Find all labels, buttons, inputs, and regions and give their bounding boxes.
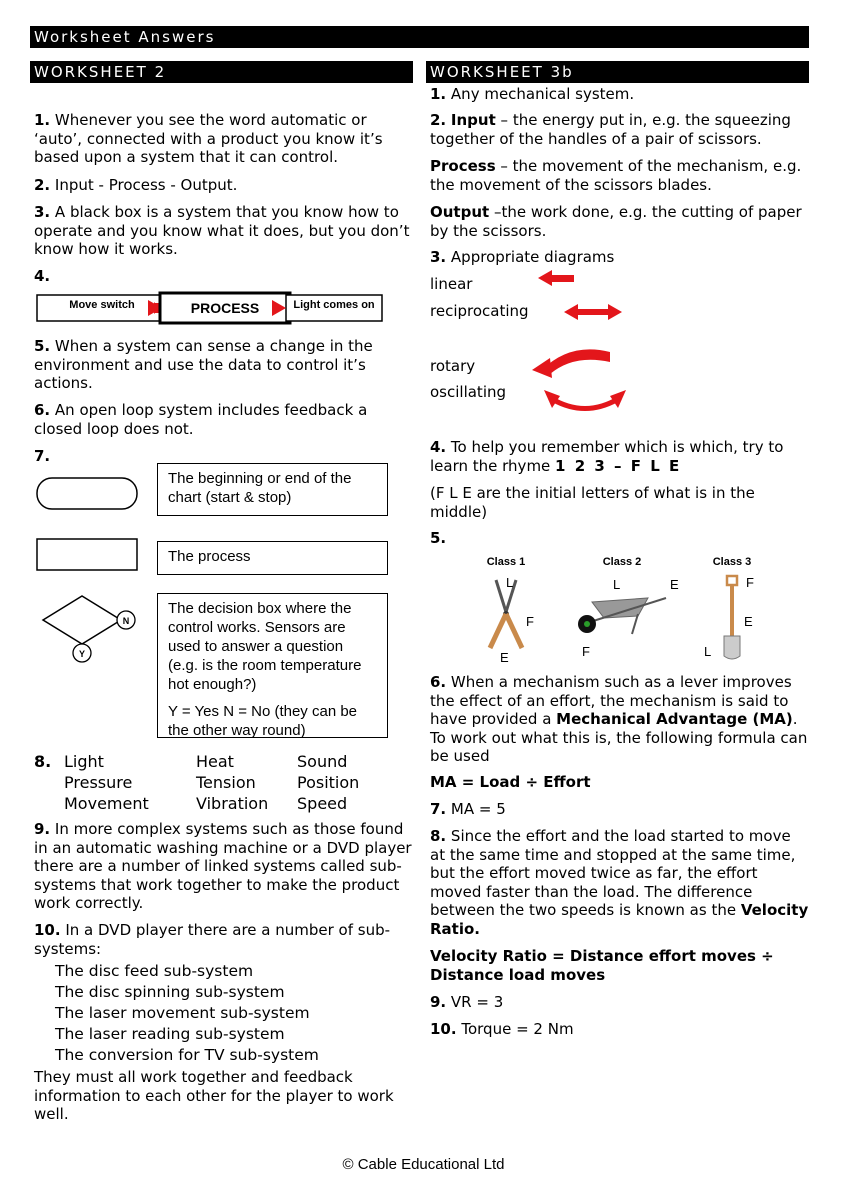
ws2-answer-1 (34, 111, 412, 167)
ws3b-answer-3 (430, 248, 810, 267)
answer-text: Appropriate diagrams (450, 248, 615, 266)
list-item: Position (297, 773, 360, 792)
input-block-label: Move switch (69, 299, 135, 311)
ws3b-answer-7 (430, 800, 506, 819)
ws2-answer-5 (34, 337, 412, 393)
page-title-text: Worksheet Answers (34, 28, 216, 46)
ws3b-answer-2-process (430, 157, 810, 194)
answer-text: A black box is a system that you know how to operate and you know what it does, but you don’t know how it works. (34, 203, 410, 258)
process-block-label: PROCESS (190, 300, 260, 316)
answer-number: 4. (34, 267, 51, 285)
answer-text: They must all work together and feedback information to each other for the player to work well. (34, 1068, 394, 1123)
copyright-footer (0, 1156, 847, 1173)
ws3b-answer-2-output (430, 203, 810, 240)
answer-text: – the energy put in, e.g. the squeezing together of the handles of a pair of scissors. (430, 111, 791, 148)
load-label: L (704, 644, 712, 659)
process-symbol (37, 539, 137, 570)
worksheet-3b-heading (426, 61, 809, 83)
fulcrum-label: F (746, 575, 754, 590)
answer-number: 6. (34, 401, 51, 419)
ws2-answer-10-conclusion (34, 1068, 412, 1124)
ws2-answer-9 (34, 820, 412, 913)
formula-text: Velocity Ratio = Distance effort moves ÷ Distance load moves (430, 947, 774, 984)
answer-number: 3. (430, 248, 447, 266)
answer-text: VR = 3 (450, 993, 504, 1011)
process-description-text: The process (168, 548, 251, 565)
answer-number: 1. (430, 85, 447, 103)
answer-number: 4. (430, 438, 447, 456)
effort-label: E (670, 577, 679, 592)
ws3b-answer-8 (430, 827, 810, 938)
list-item: Light (64, 752, 104, 771)
list-item: Speed (297, 794, 348, 813)
fulcrum-label: F (582, 644, 590, 659)
terminator-symbol (37, 478, 137, 509)
terminator-description (157, 463, 388, 516)
motion-rotary-label (430, 357, 475, 376)
answer-text: An open loop system includes feedback a closed loop does not. (34, 401, 368, 438)
list-item: Heat (196, 752, 234, 771)
page-title (30, 26, 809, 48)
ws3b-answer-1 (430, 85, 810, 104)
ws2-answer-2 (34, 176, 412, 195)
answer-text: In a DVD player there are a number of sub-systems: (34, 921, 391, 958)
motion-label: oscillating (430, 383, 507, 401)
list-item: Tension (196, 773, 256, 792)
decision-note-text: Y = Yes N = No (they can be the other way round) (168, 703, 358, 738)
ws3b-answer-5-number (430, 529, 446, 548)
copyright-text: © Cable Educational Ltd (342, 1156, 505, 1173)
list-item: The laser reading sub-system (55, 1025, 285, 1043)
shears-icon (490, 580, 522, 648)
answer-text: Whenever you see the word automatic or ‘auto’, connected with a product you know it’s based upon a system that it can control. (34, 111, 383, 166)
list-item: Movement (64, 794, 149, 813)
motion-reciprocating-label (430, 302, 529, 321)
answer-text: Any mechanical system. (450, 85, 635, 103)
list-item: Sound (297, 752, 348, 771)
system-block-diagram (36, 290, 386, 326)
motion-label: reciprocating (430, 302, 529, 320)
input-term: Input (450, 111, 496, 129)
velocity-ratio-term: Velocity Ratio. (430, 901, 809, 938)
load-label: L (613, 577, 621, 592)
fulcrum-label: F (526, 614, 534, 629)
ws2-answer-6 (34, 401, 412, 438)
motion-label: rotary (430, 357, 476, 375)
linear-arrow-icon (538, 270, 574, 286)
answer-text: When a mechanism such as a lever improves the effect of an effort, the mechanism is said to have provided a (430, 673, 792, 728)
answer-number: 7. (34, 447, 51, 465)
answer-number: 8. (34, 752, 52, 771)
answer-number: 2. (430, 111, 447, 129)
subsystem-list (55, 961, 319, 1066)
answer-text: (F L E are the initial letters of what is in the middle) (430, 484, 755, 521)
load-label: L (506, 575, 514, 590)
answer-number: 3. (34, 203, 51, 221)
ws2-answer-4-number (34, 267, 50, 286)
list-item: The laser movement sub-system (55, 1004, 310, 1022)
answer-number: 5. (430, 529, 447, 547)
output-block-label: Light comes on (293, 299, 375, 311)
answer-text: Since the effort and the load started to move at the same time and stopped at the same time, but the effort moved twice as far, the effort moved faster than the load. The difference between the two speeds is known as the (430, 827, 796, 919)
class-1-label: Class 1 (486, 556, 526, 568)
lever-classes-diagram (470, 552, 770, 670)
motion-oscillating-label (430, 383, 506, 402)
ws2-answer-3 (34, 203, 412, 259)
rotary-arrow-body (542, 349, 610, 374)
answer-text: – the movement of the mechanism, e.g. the movement of the scissors blades. (430, 157, 802, 194)
motion-arrows (530, 266, 630, 416)
ma-formula (430, 773, 810, 792)
wheelbarrow-icon (578, 598, 666, 634)
worksheet-2-heading (30, 61, 413, 83)
answer-number: 8. (430, 827, 447, 845)
spade-icon (724, 576, 740, 659)
motion-linear-label (430, 275, 472, 294)
answer-text: . To work out what this is, the following formula can be used (430, 710, 808, 765)
list-item: The disc feed sub-system (55, 962, 254, 980)
decision-description (157, 593, 388, 738)
terminator-description-text: The beginning or end of the chart (start & stop) (168, 470, 352, 506)
motion-label: linear (430, 275, 473, 293)
ws3b-answer-10 (430, 1020, 574, 1039)
list-item: The conversion for TV sub-system (55, 1046, 319, 1064)
worksheet-3b-heading-text: WORKSHEET 3b (430, 63, 574, 81)
list-item: Vibration (196, 794, 269, 813)
class-3-label: Class 3 (712, 556, 752, 568)
answer-number: 9. (430, 993, 447, 1011)
answer-number: 10. (34, 921, 61, 939)
decision-description-text: The decision box where the control works. Sensors are used to answer a question (e.g. is the room temperature hot enough?) (168, 600, 362, 693)
oscillating-arrow-icon (544, 390, 560, 408)
oscillating-arrow-icon (610, 390, 626, 408)
ws2-answer-8-col3 (297, 751, 359, 814)
no-label: N (122, 616, 130, 626)
ws2-answer-7-number (34, 447, 50, 466)
answer-number: 7. (430, 800, 447, 818)
answer-text: MA = 5 (450, 800, 506, 818)
output-term: Output (430, 203, 490, 221)
answer-text: To help you remember which is which, try to learn the rhyme (430, 438, 784, 475)
oscillating-arrow-body (552, 396, 618, 411)
ws3b-answer-9 (430, 993, 503, 1012)
list-item: Pressure (64, 773, 133, 792)
formula-text: MA = Load ÷ Effort (430, 773, 591, 791)
class-2-label: Class 2 (602, 556, 642, 568)
rotary-arrow-icon (532, 358, 552, 378)
reciprocating-arrow-icon (564, 304, 622, 320)
answer-text: Torque = 2 Nm (461, 1020, 574, 1038)
flowchart-symbols (34, 470, 154, 740)
decision-symbol (43, 596, 121, 644)
process-term: Process (430, 157, 496, 175)
ws3b-answer-4-note (430, 484, 810, 521)
answer-text: –the work done, e.g. the cutting of paper by the scissors. (430, 203, 802, 240)
ws2-answer-10 (34, 921, 412, 958)
ws3b-answer-6 (430, 673, 810, 766)
answer-number: 6. (430, 673, 447, 691)
worksheet-2-heading-text: WORKSHEET 2 (34, 63, 167, 81)
rhyme: 1 2 3 – F L E (555, 456, 682, 475)
effort-label: E (500, 650, 509, 665)
ws2-answer-8-number (34, 751, 51, 772)
list-item: The disc spinning sub-system (55, 983, 285, 1001)
answer-number: 2. (34, 176, 51, 194)
answer-number: 5. (34, 337, 51, 355)
ws2-answer-8-col1 (64, 751, 149, 814)
mechanical-advantage-term: Mechanical Advantage (MA) (556, 710, 793, 728)
answer-number: 9. (34, 820, 51, 838)
answer-number: 1. (34, 111, 51, 129)
process-description (157, 541, 388, 575)
answer-number: 10. (430, 1020, 457, 1038)
answer-text: When a system can sense a change in the environment and use the data to control it’s actions. (34, 337, 373, 392)
yes-label: Y (78, 649, 86, 659)
ws3b-answer-4 (430, 438, 810, 475)
ws3b-answer-2-input (430, 111, 810, 148)
ws2-answer-8-col2 (196, 751, 268, 814)
answer-text: In more complex systems such as those found in an automatic washing machine or a DVD player there are a number of linked systems called sub-systems that work together to make the product work correctly. (34, 820, 412, 912)
effort-label: E (744, 614, 753, 629)
vr-formula (430, 947, 810, 984)
answer-text: Input - Process - Output. (54, 176, 238, 194)
